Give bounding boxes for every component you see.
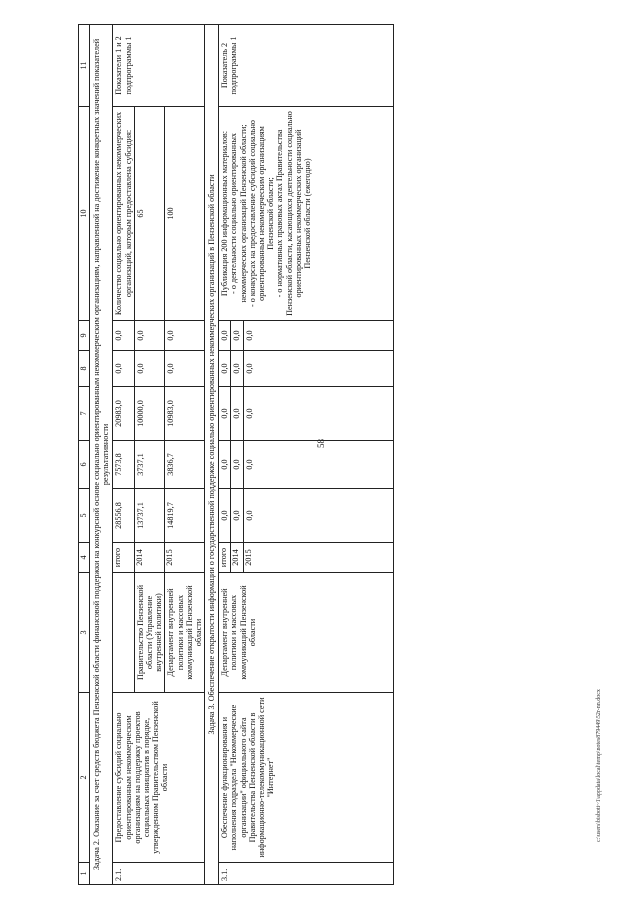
amount-federal: 0,0 bbox=[243, 441, 393, 489]
task-row bbox=[205, 25, 219, 885]
year: итого bbox=[219, 543, 231, 573]
year: 2014 bbox=[134, 543, 165, 573]
footer-path: c:\users\bisboti~1\appdata\local\temp\notes879449\52r-nn.docx bbox=[596, 689, 602, 842]
amount-federal: 3737,1 bbox=[134, 441, 165, 489]
year: 2015 bbox=[243, 543, 393, 573]
col-header: 5 bbox=[79, 489, 90, 543]
amount-regional: 10000,0 bbox=[134, 387, 165, 441]
task-row bbox=[90, 25, 113, 885]
col-header: 10 bbox=[79, 107, 90, 321]
table-row bbox=[113, 25, 134, 885]
amount-local: 0,0 bbox=[113, 351, 134, 387]
task3-title: Задача 3. Обеспечение открытости информации о государственной поддержке социально ориентированных некоммерческих организаций в Пензенской области bbox=[205, 25, 219, 885]
col-header: 3 bbox=[79, 573, 90, 693]
col-header: 8 bbox=[79, 351, 90, 387]
amount-other: 0,0 bbox=[231, 321, 243, 351]
amount-local: 0,0 bbox=[134, 351, 165, 387]
table-row bbox=[219, 25, 231, 885]
amount-regional: 10983,0 bbox=[165, 387, 205, 441]
indicator-value: 100 bbox=[165, 107, 205, 321]
amount-other: 0,0 bbox=[113, 321, 134, 351]
indicator-ref: Показатели 1 и 2 подпрограммы 1 bbox=[113, 25, 205, 107]
amount-regional: 20983,0 bbox=[113, 387, 134, 441]
executor: Правительство Пензенской области (Управление внутренней политики) bbox=[134, 573, 165, 693]
task2-title: Задача 2. Оказание за счет средств бюджета Пензенской области финансовой поддержки на конкурсной основе социально ориентированным некоммерческим организациям, направленной на достижение конкретных значений показателей результативности bbox=[90, 25, 113, 885]
amount-total: 0,0 bbox=[243, 489, 393, 543]
amount-federal: 7573,8 bbox=[113, 441, 134, 489]
amount-federal: 3836,7 bbox=[165, 441, 205, 489]
program-table bbox=[78, 24, 394, 885]
event-name: Предоставление субсидий социально ориентированным некоммерческим организациям на поддержку проектов социальных инициатив в порядке, утвержденном Правительством Пензенской области bbox=[113, 693, 205, 863]
amount-local: 0,0 bbox=[219, 351, 231, 387]
amount-other: 0,0 bbox=[243, 321, 393, 351]
row-number: 2.1. bbox=[113, 863, 205, 885]
amount-federal: 0,0 bbox=[219, 441, 231, 489]
col-header: 1 bbox=[79, 863, 90, 885]
amount-regional: 0,0 bbox=[219, 387, 231, 441]
executor: Департамент внутренней политики и массовых коммуникаций Пензенской области bbox=[219, 573, 393, 693]
amount-total: 28556,8 bbox=[113, 489, 134, 543]
col-header: 4 bbox=[79, 543, 90, 573]
indicator-ref: Показатель 2 подпрограммы 1 bbox=[219, 25, 393, 107]
col-header: 6 bbox=[79, 441, 90, 489]
amount-total: 13737,1 bbox=[134, 489, 165, 543]
year: 2015 bbox=[165, 543, 205, 573]
executor bbox=[113, 573, 134, 693]
header-row bbox=[79, 25, 90, 885]
rotated-table-container bbox=[78, 25, 610, 885]
amount-total: 14819,7 bbox=[165, 489, 205, 543]
col-header: 7 bbox=[79, 387, 90, 441]
amount-other: 0,0 bbox=[219, 321, 231, 351]
amount-total: 0,0 bbox=[219, 489, 231, 543]
amount-local: 0,0 bbox=[243, 351, 393, 387]
row-number: 3.1. bbox=[219, 863, 393, 885]
amount-federal: 0,0 bbox=[231, 441, 243, 489]
amount-total: 0,0 bbox=[231, 489, 243, 543]
amount-local: 0,0 bbox=[231, 351, 243, 387]
amount-regional: 0,0 bbox=[243, 387, 393, 441]
event-name: Обеспечение функционирования и наполнения подраздела "Некоммерческие организации" официального сайта Правительства Пензенской области в информационно-телекоммуникационной сети "Интернет" bbox=[219, 693, 393, 863]
year: итого bbox=[113, 543, 134, 573]
amount-other: 0,0 bbox=[134, 321, 165, 351]
col-header: 9 bbox=[79, 321, 90, 351]
executor: Департамент внутренней политики и массовых коммуникаций Пензенской области bbox=[165, 573, 205, 693]
col-header: 2 bbox=[79, 693, 90, 863]
indicator: Количество социально ориентированных некоммерческих организаций, которым предоставлена субсидия: bbox=[113, 107, 134, 321]
amount-regional: 0,0 bbox=[231, 387, 243, 441]
amount-other: 0,0 bbox=[165, 321, 205, 351]
year: 2014 bbox=[231, 543, 243, 573]
indicator-value: 65 bbox=[134, 107, 165, 321]
page-number: 58 bbox=[316, 439, 326, 448]
indicator: Публикация 200 информационных материалов: - о деятельности социально ориентированных некоммерческих организаций Пензенской области; - о конкурсах на предоставление субсидий социально ориентированным некоммерческим организациям Пензенской области; - о нормативных правовых актах Правительства Пензенской области, касающихся деятельности социально ориентированных некоммерческих организаций Пензенской области (ежегодно) bbox=[219, 107, 393, 321]
amount-local: 0,0 bbox=[165, 351, 205, 387]
col-header: 11 bbox=[79, 25, 90, 107]
